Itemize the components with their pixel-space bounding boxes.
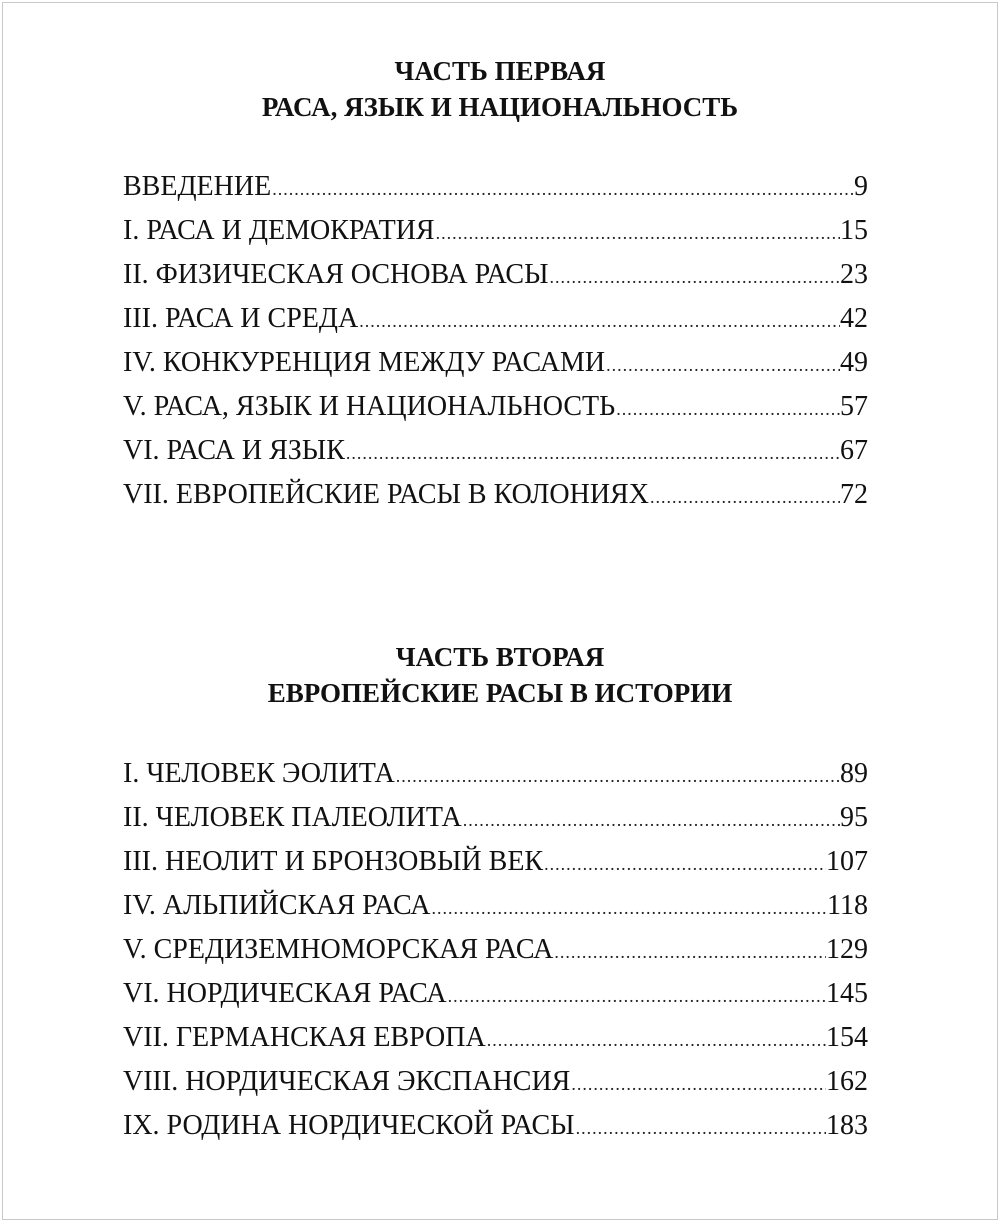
dot-leader [395,754,840,798]
dot-leader [615,387,840,431]
toc-entry-title: ВВЕДЕНИЕ [123,171,272,202]
toc-entry[interactable] [123,385,868,429]
toc-entry[interactable] [123,840,868,884]
toc-entry-title: V. РАСА, ЯЗЫК И НАЦИОНАЛЬНОСТЬ [123,391,616,422]
dot-leader [549,255,840,299]
dot-leader [358,299,840,343]
toc-entry[interactable] [123,752,868,796]
dot-leader [271,167,854,211]
dot-leader [435,211,840,255]
toc-entry[interactable] [123,341,868,385]
toc-entry[interactable] [123,297,868,341]
toc-entry[interactable] [123,253,868,297]
toc-entry-title: II. ФИЗИЧЕСКАЯ ОСНОВА РАСЫ [123,259,549,290]
toc-entry-page: 89 [840,758,868,789]
toc-entry-page: 15 [840,215,868,246]
toc-entry-page: 57 [840,391,868,422]
toc-entry[interactable] [123,884,868,928]
toc-entry-page: 72 [840,479,868,510]
dot-leader [553,930,826,974]
toc-entry-page: 154 [826,1022,868,1053]
toc-entry-title: I. ЧЕЛОВЕК ЭОЛИТА [123,758,395,789]
dot-leader [486,1018,826,1062]
toc-entry-page: 145 [826,978,868,1009]
part-1-label: ЧАСТЬ ПЕРВАЯ [394,56,606,86]
toc-entry-title: III. НЕОЛИТ И БРОНЗОВЫЙ ВЕК [123,846,544,877]
dot-leader [649,475,840,519]
toc-entry[interactable] [123,928,868,972]
toc-entry[interactable] [123,165,868,209]
toc-entry-page: 162 [826,1066,868,1097]
dot-leader [345,431,840,475]
part-2-label: ЧАСТЬ ВТОРАЯ [395,642,605,672]
toc-entry-title: V. СРЕДИЗЕМНОМОРСКАЯ РАСА [123,934,554,965]
toc-entry-page: 95 [840,802,868,833]
toc-entry-title: IV. АЛЬПИЙСКАЯ РАСА [123,890,431,921]
part-1-toc [123,165,868,517]
toc-entry-page: 107 [826,846,868,877]
toc-entry-page: 118 [827,890,868,921]
dot-leader [447,974,826,1018]
toc-entry-page: 67 [840,435,868,466]
toc-entry-page: 9 [854,171,868,202]
part-2-toc [123,752,868,1148]
dot-leader [570,1062,826,1106]
part-2-heading [0,639,1000,711]
toc-entry-title: VII. ГЕРМАНСКАЯ ЕВРОПА [123,1022,486,1053]
toc-entry[interactable] [123,473,868,517]
toc-entry-page: 129 [826,934,868,965]
toc-entry-title: VII. ЕВРОПЕЙСКИЕ РАСЫ В КОЛОНИЯХ [123,479,649,510]
toc-entry[interactable] [123,796,868,840]
toc-entry-title: VIII. НОРДИЧЕСКАЯ ЭКСПАНСИЯ [123,1066,571,1097]
toc-entry-title: VI. НОРДИЧЕСКАЯ РАСА [123,978,447,1009]
toc-entry[interactable] [123,972,868,1016]
toc-entry-title: II. ЧЕЛОВЕК ПАЛЕОЛИТА [123,802,462,833]
toc-entry-page: 23 [840,259,868,290]
toc-entry-page: 183 [826,1110,868,1141]
toc-entry[interactable] [123,1060,868,1104]
part-1-title: РАСА, ЯЗЫК И НАЦИОНАЛЬНОСТЬ [261,92,739,122]
toc-entry[interactable] [123,429,868,473]
dot-leader [430,886,827,930]
toc-entry-title: I. РАСА И ДЕМОКРАТИЯ [123,215,435,246]
toc-entry-title: IV. КОНКУРЕНЦИЯ МЕЖДУ РАСАМИ [123,347,606,378]
toc-entry[interactable] [123,1104,868,1148]
toc-entry-title: III. РАСА И СРЕДА [123,303,359,334]
toc-entry-page: 42 [840,303,868,334]
toc-entry-title: IX. РОДИНА НОРДИЧЕСКОЙ РАСЫ [123,1110,575,1141]
dot-leader [605,343,840,387]
dot-leader [543,842,826,886]
toc-entry[interactable] [123,209,868,253]
toc-entry-page: 49 [840,347,868,378]
toc-entry[interactable] [123,1016,868,1060]
dot-leader [575,1106,826,1150]
dot-leader [462,798,840,842]
part-2-title: ЕВРОПЕЙСКИЕ РАСЫ В ИСТОРИИ [267,678,733,708]
toc-entry-title: VI. РАСА И ЯЗЫК [123,435,345,466]
part-1-heading [0,53,1000,125]
